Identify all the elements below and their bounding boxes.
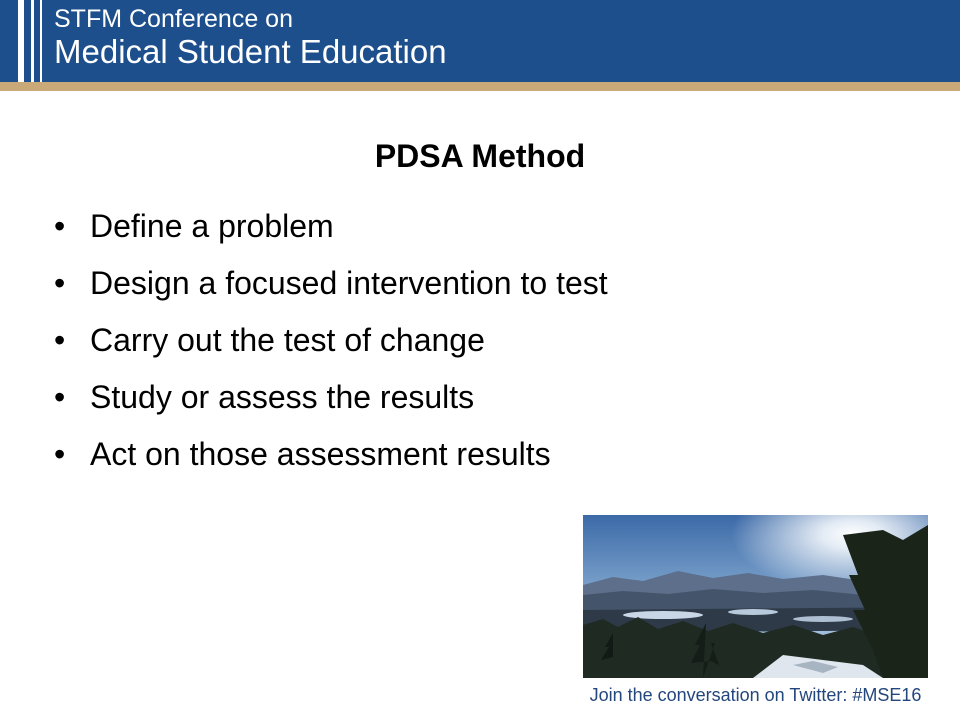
slide-title: PDSA Method <box>374 138 586 174</box>
bullet-icon: • <box>54 208 66 244</box>
bullet-icon: • <box>54 265 66 301</box>
bullet-icon: • <box>54 436 66 472</box>
banner-stripe <box>40 0 42 82</box>
bullet-text: Define a problem <box>90 208 334 244</box>
bullet-item <box>54 430 608 487</box>
bullet-icon: • <box>54 379 66 415</box>
banner-stripe <box>31 0 34 82</box>
conference-banner <box>0 0 960 82</box>
banner-stripes-decoration <box>18 0 48 82</box>
banner-stripe <box>18 0 24 82</box>
bullet-text: Design a focused intervention to test <box>90 265 608 301</box>
bullet-item <box>54 259 608 316</box>
mountain-landscape-photo <box>583 515 928 678</box>
conference-name-line2: Medical Student Education <box>54 33 447 70</box>
bullet-item <box>54 202 608 259</box>
bullet-item <box>54 316 608 373</box>
bullet-text: Study or assess the results <box>90 379 475 415</box>
bullet-text: Carry out the test of change <box>90 322 485 358</box>
bullet-text: Act on those assessment results <box>90 436 551 472</box>
bullet-item <box>54 373 608 430</box>
banner-accent-bar <box>0 82 960 91</box>
bullet-icon: • <box>54 322 66 358</box>
bullet-list <box>54 202 608 487</box>
conference-name-line1: STFM Conference on <box>54 5 293 33</box>
twitter-caption: Join the conversation on Twitter: #MSE16 <box>589 685 922 705</box>
